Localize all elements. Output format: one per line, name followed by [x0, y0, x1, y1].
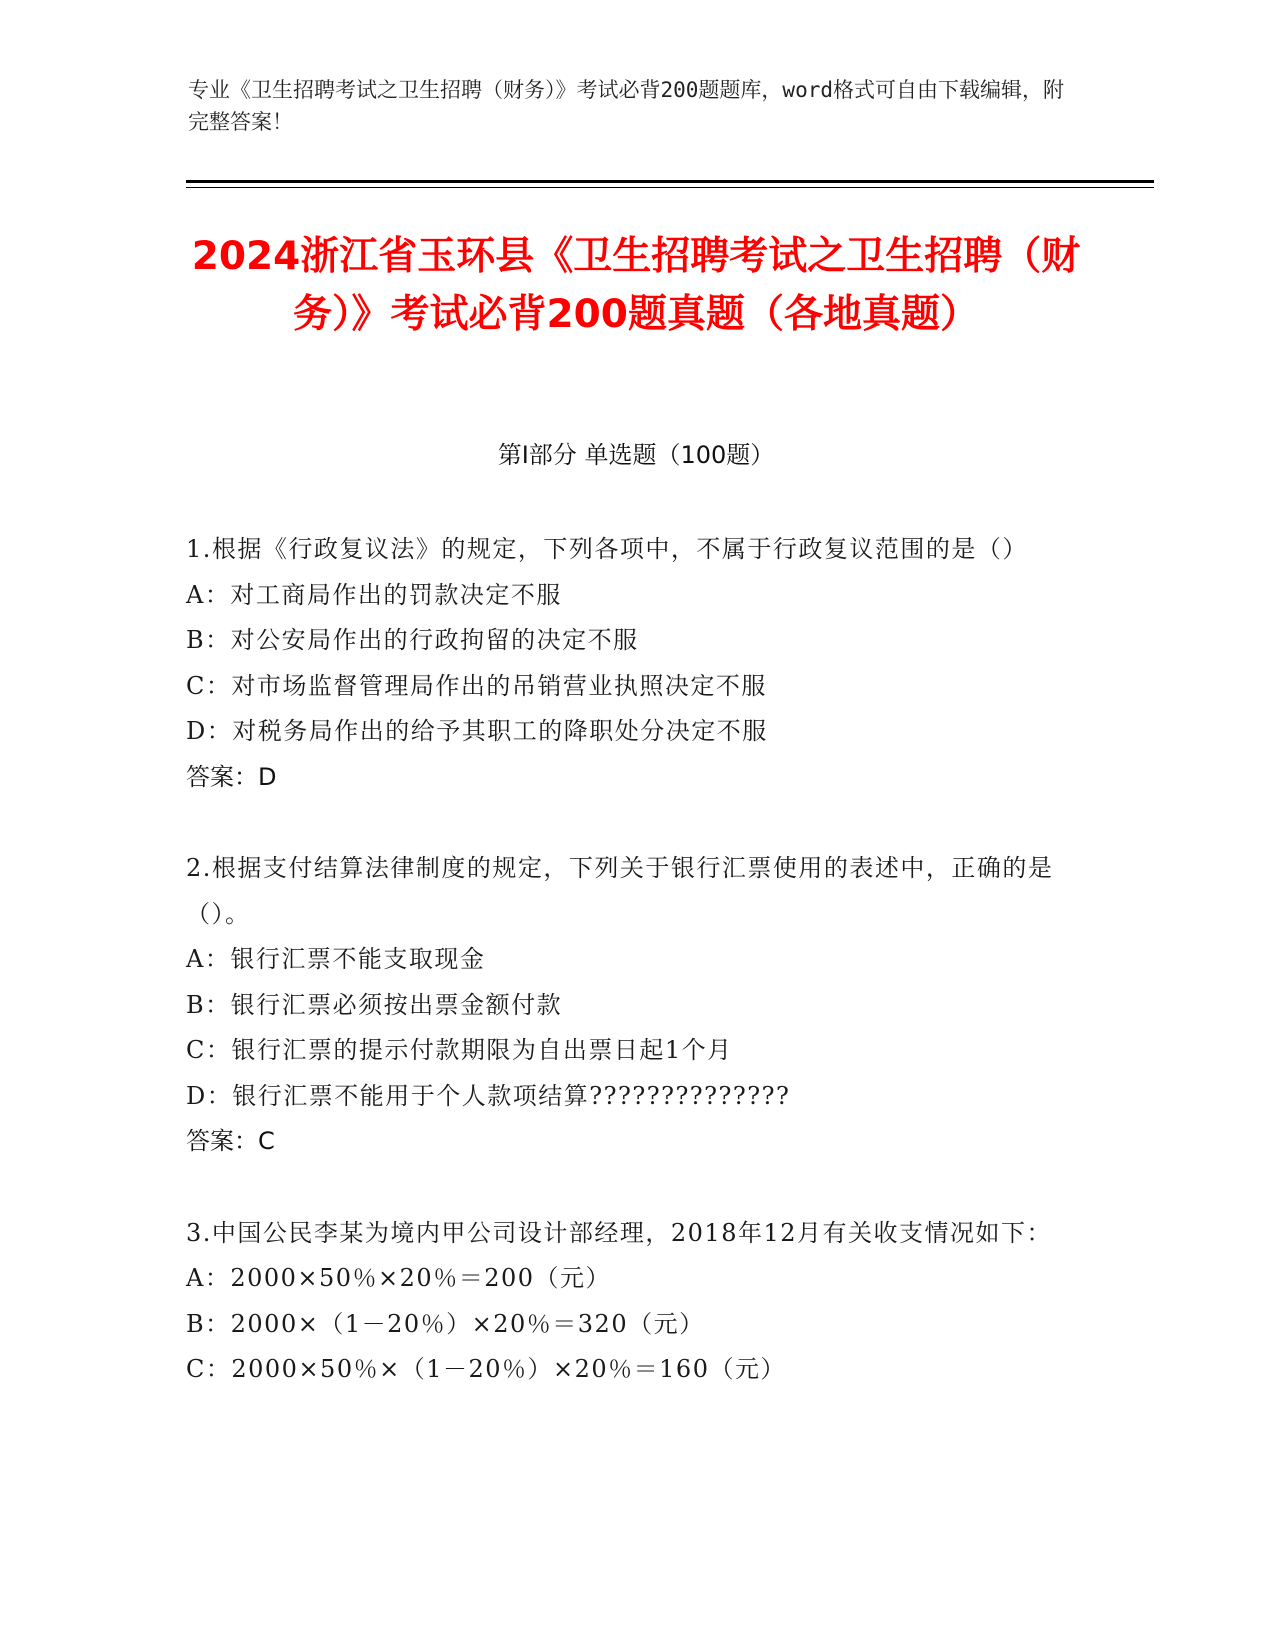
header-divider-thick [186, 180, 1154, 183]
option-d: D：银行汇票不能用于个人款项结算?????????????? [186, 1081, 791, 1110]
option-a: A：银行汇票不能支取现金 [186, 945, 486, 973]
answer-line: 答案：C [186, 1127, 275, 1155]
option-d: D：对税务局作出的给予其职工的降职处分决定不服 [186, 717, 768, 745]
option-b: B：2000×（1－20％）×20％＝320（元） [186, 1309, 705, 1338]
answer-line: 答案：D [186, 762, 277, 791]
section-title: 第Ⅰ部分 单选题（100题） [497, 441, 775, 469]
question-list [186, 527, 1086, 1439]
header-divider-thin [186, 187, 1154, 188]
header-note: 专业《卫生招聘考试之卫生招聘（财务）》考试必背200题题库，word格式可自由下载编辑，附完整答案！ [188, 78, 1064, 134]
option-c: C：对市场监督管理局作出的吊销营业执照决定不服 [186, 671, 767, 700]
question-stem: 3.中国公民李某为境内甲公司设计部经理，2018年12月有关收支情况如下： [186, 1218, 1053, 1247]
question-stem: 2.根据支付结算法律制度的规定，下列关于银行汇票使用的表述中，正确的是（）。 [186, 854, 1054, 928]
option-b: B：对公安局作出的行政拘留的决定不服 [186, 626, 639, 654]
option-c: C：银行汇票的提示付款期限为自出票日起1个月 [186, 1036, 733, 1064]
option-a: A：2000×50％×20％＝200（元） [186, 1264, 612, 1292]
option-c: C：2000×50％×（1－20％）×20％＝160（元） [186, 1355, 786, 1383]
option-b: B：银行汇票必须按出票金额付款 [186, 990, 563, 1019]
document-title: 2024浙江省玉环县《卫生招聘考试之卫生招聘（财务）》考试必背200题真题（各地真题） [191, 234, 1081, 337]
question-stem: 1.根据《行政复议法》的规定，下列各项中，不属于行政复议范围的是（） [186, 535, 1028, 563]
option-a: A：对工商局作出的罚款决定不服 [186, 580, 562, 609]
question-1 [186, 527, 1086, 800]
question-3 [186, 1211, 1086, 1393]
question-2 [186, 846, 1086, 1165]
